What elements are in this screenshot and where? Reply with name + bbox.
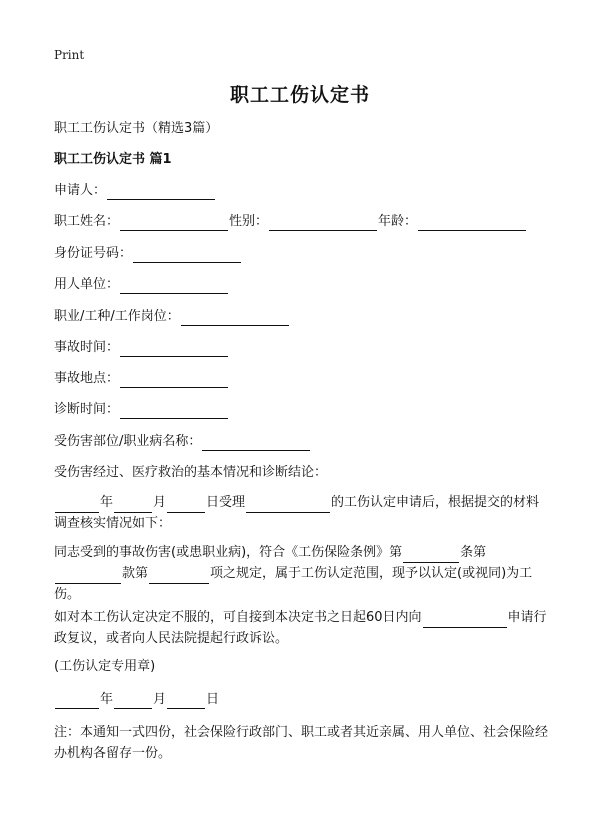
gender-label: 性别： (229, 214, 269, 229)
employee-name-label: 职工姓名： (54, 214, 120, 229)
month-text: 月 (153, 495, 167, 510)
occupation-blank (181, 311, 289, 326)
article-blank (403, 549, 459, 563)
id-number-blank (133, 248, 241, 263)
date-year-text: 年 (100, 692, 114, 707)
clause-text: 款第 (122, 566, 149, 581)
determination-text-1: 同志受到的事故伤害(或患职业病)，符合《工伤保险条例》第 (54, 545, 403, 560)
determination-text-2: 项之规定，属于工伤认定范围，现予以认定(或视同)为工伤。 (54, 566, 533, 602)
diagnosis-time-label: 诊断时间： (54, 402, 120, 417)
item-blank (149, 570, 209, 584)
injury-part-blank (202, 436, 310, 451)
appeal-paragraph (54, 607, 550, 649)
accident-place-blank (120, 373, 228, 388)
diagnosis-time-row (54, 401, 229, 419)
accident-place-label: 事故地点： (54, 371, 120, 386)
date-month-blank (114, 694, 152, 709)
appeal-text-1: 如对本工伤认定决定不服的，可自接到本决定书之日起60日内向 (54, 610, 422, 625)
print-label[interactable]: Print (54, 48, 85, 62)
year-text: 年 (100, 495, 114, 510)
date-day-blank (167, 694, 205, 709)
note-paragraph: 注：本通知一式四份，社会保险行政部门、职工或者其近亲属、用人单位、社会保险经办机构各留存一份。 (54, 725, 549, 761)
accident-time-row (54, 339, 229, 357)
id-number-row (54, 245, 242, 263)
employer-label: 用人单位： (54, 277, 120, 292)
accident-time-label: 事故时间： (54, 340, 120, 355)
age-blank (418, 216, 526, 231)
injury-part-label: 受伤害部位/职业病名称： (54, 434, 202, 449)
determination-paragraph (54, 542, 550, 605)
document-title: 职工工伤认定书 (229, 84, 370, 106)
accident-time-blank (120, 342, 228, 357)
month-blank (114, 499, 152, 513)
employee-name-blank (120, 216, 228, 231)
document-subtitle: 职工工伤认定书（精选3篇） (54, 121, 219, 136)
section-heading: 职工工伤认定书 篇1 (54, 152, 172, 167)
occupation-row (54, 308, 290, 326)
year-blank (55, 499, 99, 513)
gender-blank (269, 216, 377, 231)
employee-row (54, 213, 527, 231)
injury-part-row (54, 433, 311, 451)
employer-blank (120, 279, 228, 294)
acceptance-text: 的工伤认定申请后，根据提交的材料调查核实情况如下： (54, 495, 540, 531)
accident-place-row (54, 370, 229, 388)
id-number-label: 身份证号码： (54, 246, 133, 261)
diagnosis-time-blank (120, 404, 228, 419)
review-authority-blank (423, 614, 507, 628)
employer-row (54, 276, 229, 294)
acceptance-paragraph (54, 492, 550, 534)
applicant-label: 申请人： (54, 183, 107, 198)
applicant-row (54, 182, 216, 200)
day-blank (167, 499, 205, 513)
article-text: 条第 (460, 545, 487, 560)
injury-details-label: 受伤害经过、医疗救治的基本情况和诊断结论： (54, 465, 328, 480)
date-year-blank (55, 694, 99, 709)
day-accept-text: 日受理 (206, 495, 246, 510)
seal-label: (工伤认定专用章) (54, 659, 156, 674)
occupation-label: 职业/工种/工作岗位： (54, 309, 180, 324)
age-label: 年龄： (378, 214, 418, 229)
appeal-text-2: 申请行政复议，或者向人民法院提起行政诉讼。 (54, 610, 547, 646)
applicant-blank (107, 185, 215, 200)
applicant-name-blank (246, 499, 330, 513)
date-day-text: 日 (206, 692, 220, 707)
clause-blank (55, 570, 121, 584)
date-month-text: 月 (153, 692, 167, 707)
date-row (54, 691, 219, 709)
